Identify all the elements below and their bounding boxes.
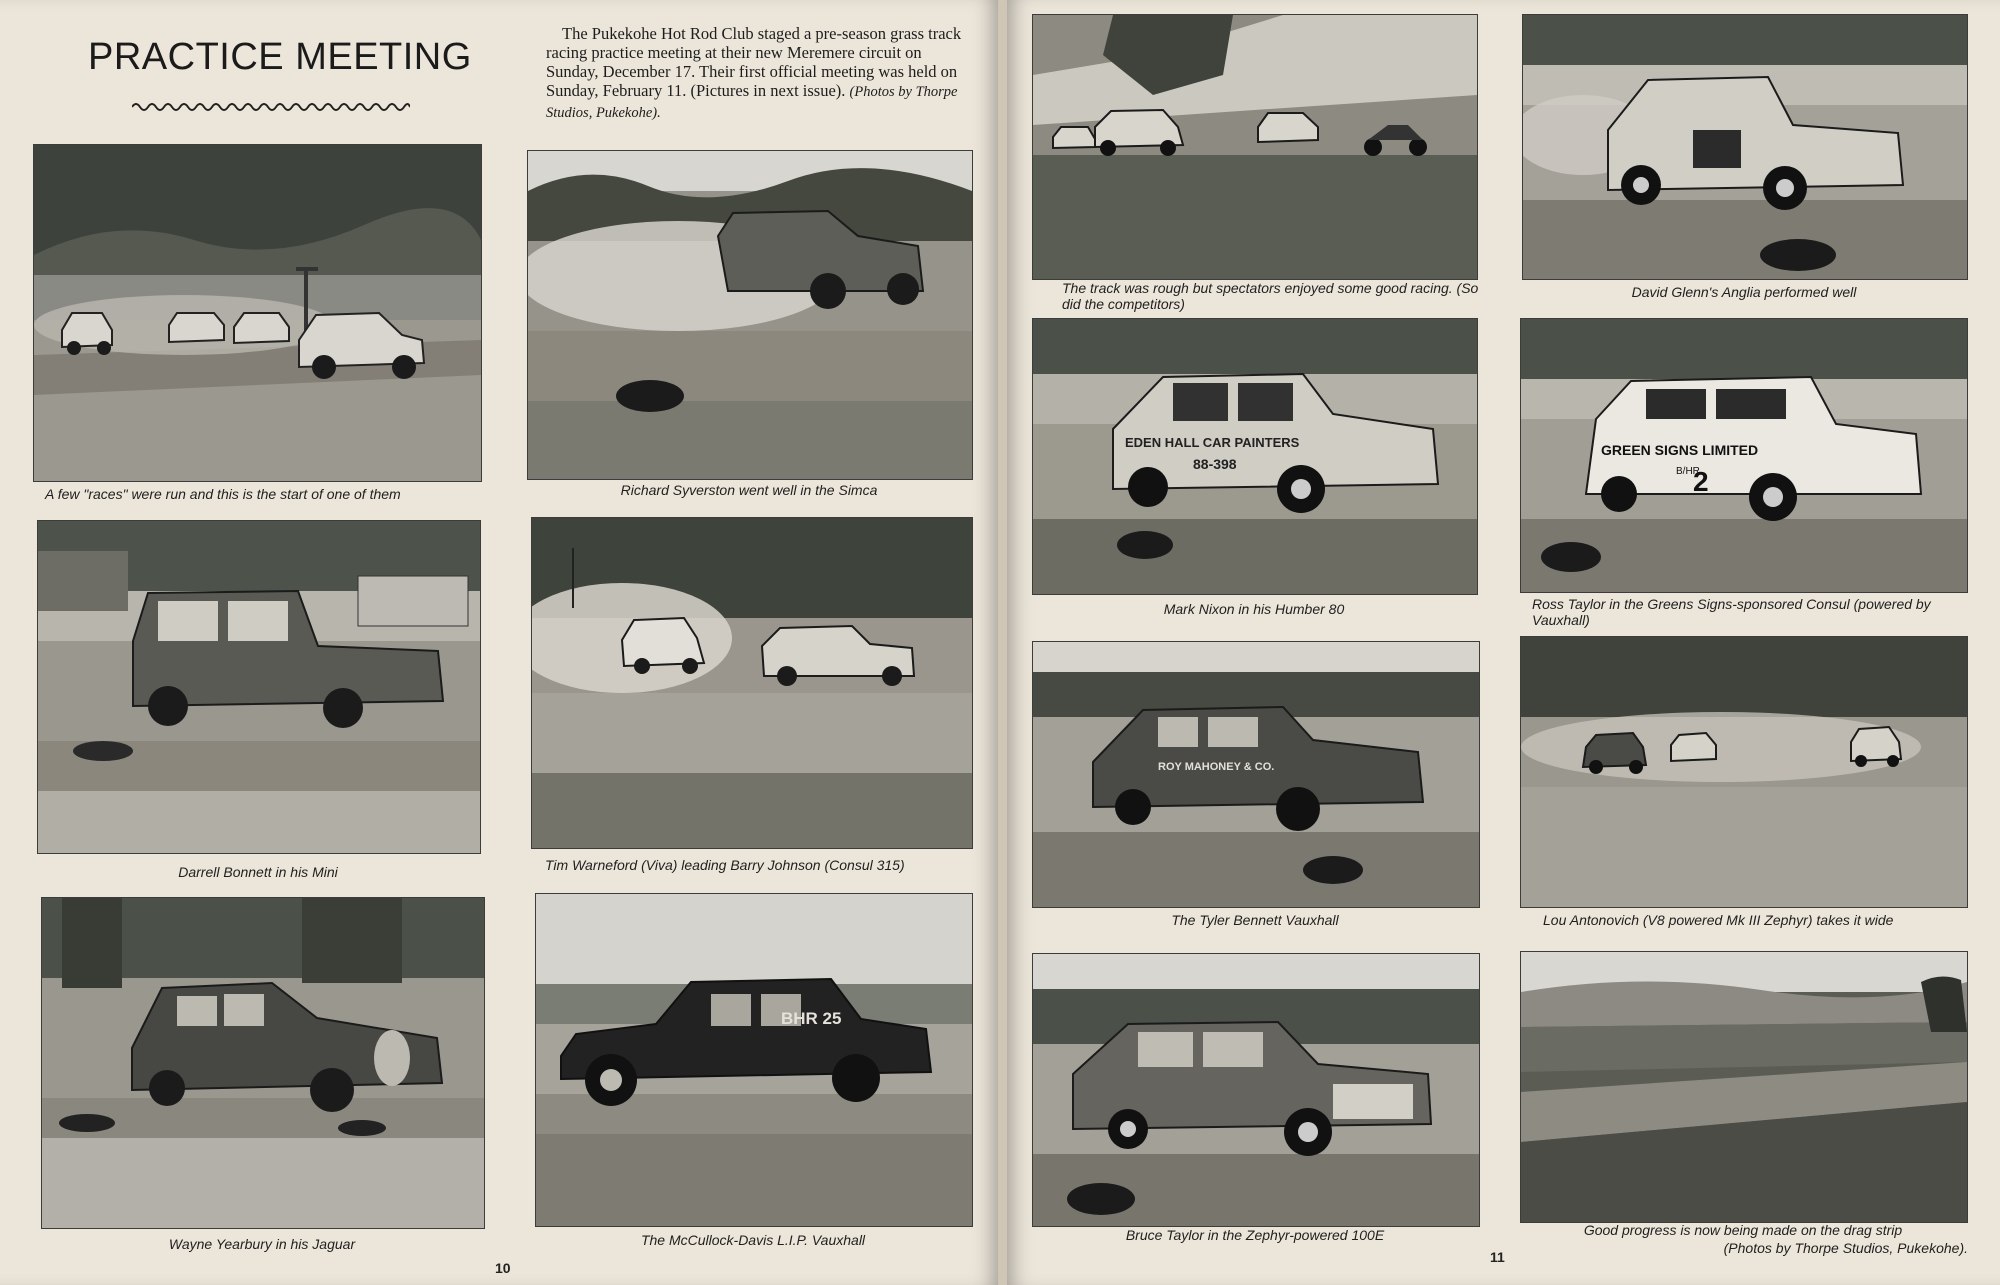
humber-sign-text: EDEN HALL CAR PAINTERS [1125,435,1300,450]
photo-zephyr-wide [1520,636,1968,908]
caption-jaguar: Wayne Yearbury in his Jaguar [168,1236,356,1252]
caption-consul-greens: Ross Taylor in the Greens Signs-sponsored Consul (powered by Vauxhall) [1532,596,1931,628]
car-number-bhr25: BHR 25 [781,1009,842,1028]
photo-simca [527,150,973,480]
photo-race-start [33,144,482,482]
caption-humber: Mark Nixon in his Humber 80 [1163,601,1345,617]
caption-mini: Darrell Bonnett in his Mini [178,864,338,880]
photo-consul-greens [1520,318,1968,593]
photo-viva-consul-image [532,518,972,848]
photo-tyler-vauxhall-image [1033,642,1479,907]
humber-phone-text: 88-398 [1193,456,1237,472]
intro-text: The Pukekohe Hot Rod Club staged a pre-season grass track racing practice meeting at their new Meremere circuit on Sunday, December 17. Their first official meeting was held on Sunday, February 11. (Pictures in next issue). [546,24,962,100]
page-number-left: 10 [495,1260,511,1276]
caption-vauxhall-lip: The McCullock-Davis L.I.P. Vauxhall [640,1232,866,1248]
photo-jaguar-image [42,898,484,1228]
article-title: PRACTICE MEETING [88,36,472,78]
photo-humber [1032,318,1478,595]
photo-vauxhall-lip [535,893,973,1227]
caption-simca: Richard Syverston went well in the Simca [620,482,878,498]
caption-zephyr-wide: Lou Antonovich (V8 powered Mk III Zephyr) takes it wide [1543,912,1894,928]
photo-mini-image [38,521,480,853]
photo-100e-image [1033,954,1479,1226]
caption-race-start: A few "races" were run and this is the start of one of them [45,486,401,502]
photo-humber-image [1033,319,1477,594]
photo-anglia [1522,14,1968,280]
caption-rough-track: The track was rough but spectators enjoyed some good racing. (So did the competitors) [1062,280,1479,312]
photo-anglia-image [1523,15,1967,279]
photo-drag-strip-image [1521,952,1967,1222]
photo-drag-strip [1520,951,1968,1223]
consul-number-text: 2 [1693,466,1709,497]
photo-tyler-vauxhall [1032,641,1480,908]
photo-simca-image [528,151,972,479]
photo-zephyr-wide-image [1521,637,1967,907]
photo-viva-consul [531,517,973,849]
caption-drag-strip: Good progress is now being made on the drag strip [1583,1222,1903,1238]
vauxhall-sign-text: ROY MAHONEY & CO. [1158,761,1275,773]
caption-viva-consul: Tim Warneford (Viva) leading Barry Johnson (Consul 315) [545,857,905,873]
consul-sign-text: GREEN SIGNS LIMITED [1601,442,1759,458]
caption-tyler-vauxhall: The Tyler Bennett Vauxhall [1171,912,1339,928]
wavy-underline [132,100,410,114]
intro-credit: (Photos by Thorpe Studios, Pukekohe). [546,84,958,121]
photo-rough-track-image [1033,15,1477,279]
photo-vauxhall-lip-image [536,894,972,1226]
photo-100e [1032,953,1480,1227]
photo-race-start-image [34,145,481,481]
photo-rough-track [1032,14,1478,280]
page-gutter [998,0,1007,1285]
consul-class-text: B/HR [1676,466,1700,477]
page-number-right: 11 [1490,1249,1505,1265]
caption-100e: Bruce Taylor in the Zephyr-powered 100E [1125,1227,1385,1243]
caption-anglia: David Glenn's Anglia performed well [1631,284,1857,300]
photo-mini [37,520,481,854]
intro-paragraph [546,24,966,123]
photo-consul-greens-image [1521,319,1967,592]
photo-credit-right: (Photos by Thorpe Studios, Pukekohe). [1723,1240,1968,1256]
photo-jaguar [41,897,485,1229]
